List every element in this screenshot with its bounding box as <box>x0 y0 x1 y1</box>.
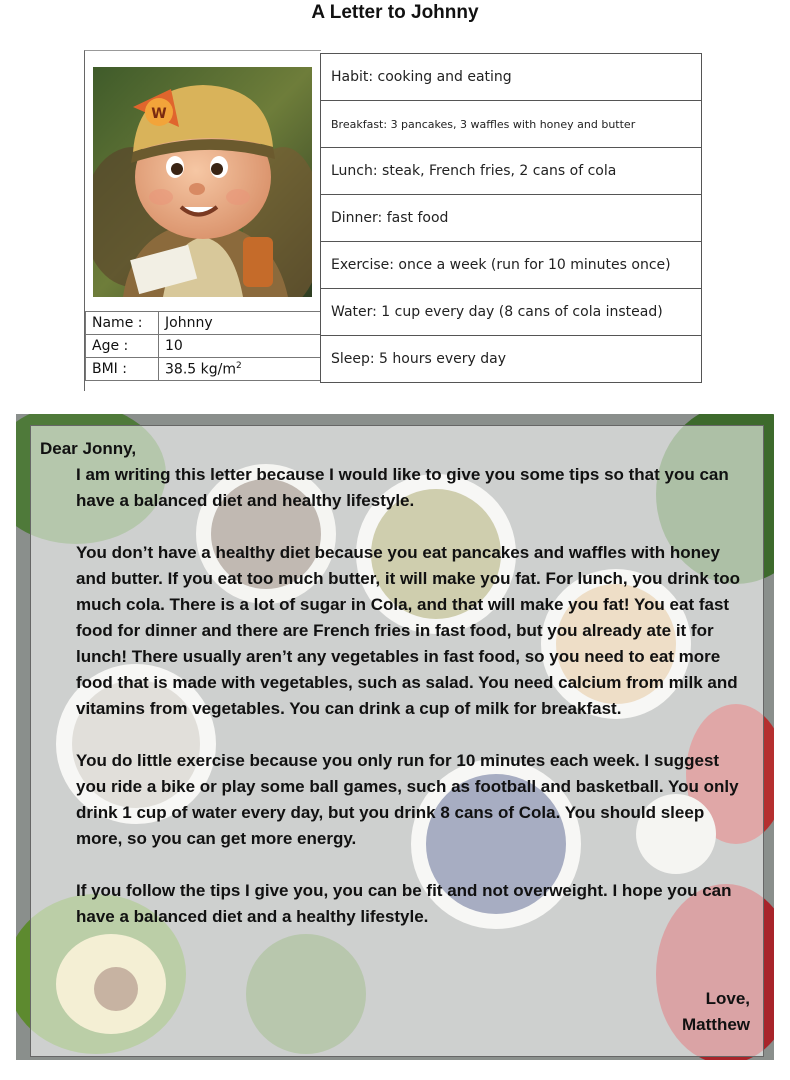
habit-cell: Water: 1 cup every day (8 cans of cola instead) <box>321 289 702 336</box>
profile-label: Age : <box>86 335 159 358</box>
svg-text:W: W <box>151 106 167 122</box>
bmi-unit-exponent: 2 <box>235 360 242 371</box>
habit-cell: Lunch: steak, French fries, 2 cans of cola <box>321 148 702 195</box>
habit-row <box>321 242 702 289</box>
habit-cell: Dinner: fast food <box>321 195 702 242</box>
habit-cell: Habit: cooking and eating <box>321 54 702 101</box>
letter-closing: Love, <box>705 989 750 1008</box>
character-portrait <box>93 67 312 297</box>
letter-paragraph-4: If you follow the tips I give you, you can be fit and not overweight. I hope you can have a balanced diet and a healthy lifestyle. <box>76 881 732 926</box>
profile-value: Johnny <box>159 312 321 335</box>
letter-paragraph-2: You don’t have a healthy diet because you eat pancakes and waffles with honey and butter. If you eat too much butter, it will make you fat. For lunch, you drink too much cola. There is a lot of sugar in Cola, and that will make you fat! You eat fast food for dinner and there are French fries in fast food, but you already ate it for lunch! There usually aren’t any vegetables in fast food, so you need to eat more food that is made with vegetables, such as salad. You need calcium from milk and vitamins from vegetables. You can drink a cup of milk for breakfast. <box>76 543 740 718</box>
letter-paragraph-3: You do little exercise because you only run for 10 minutes each week. I suggest you ride a bike or play some ball games, such as football and basketball. You only drink 1 cup of water every day, but you drink 8 cans of Cola. You should sleep more, so you can get more energy. <box>76 751 739 848</box>
profile-row-age <box>86 335 321 358</box>
letter-body <box>40 436 752 956</box>
bmi-value: 38.5 kg/m <box>165 361 236 378</box>
page-title: A Letter to Johnny <box>311 2 479 23</box>
profile-card <box>84 50 321 391</box>
letter-signoff <box>682 986 750 1038</box>
letter-paragraph-1: I am writing this letter because I would like to give you some tips so that you can have a balanced diet and healthy lifestyle. <box>76 465 729 510</box>
habits-table <box>320 53 702 383</box>
habit-row <box>321 289 702 336</box>
profile-label: Name : <box>86 312 159 335</box>
profile-row-name <box>86 312 321 335</box>
habit-row <box>321 54 702 101</box>
habit-row <box>321 148 702 195</box>
profile-row-bmi <box>86 358 321 381</box>
habit-cell: Exercise: once a week (run for 10 minutes once) <box>321 242 702 289</box>
habit-row <box>321 195 702 242</box>
profile-label: BMI : <box>86 358 159 381</box>
profile-table <box>85 311 321 381</box>
habit-cell: Breakfast: 3 pancakes, 3 waffles with honey and butter <box>321 101 702 148</box>
letter-greeting: Dear Jonny, <box>40 439 137 458</box>
letter-signature: Matthew <box>682 1015 750 1034</box>
profile-value <box>159 358 321 381</box>
profile-value: 10 <box>159 335 321 358</box>
habit-row <box>321 101 702 148</box>
habit-cell: Sleep: 5 hours every day <box>321 336 702 383</box>
habit-row <box>321 336 702 383</box>
